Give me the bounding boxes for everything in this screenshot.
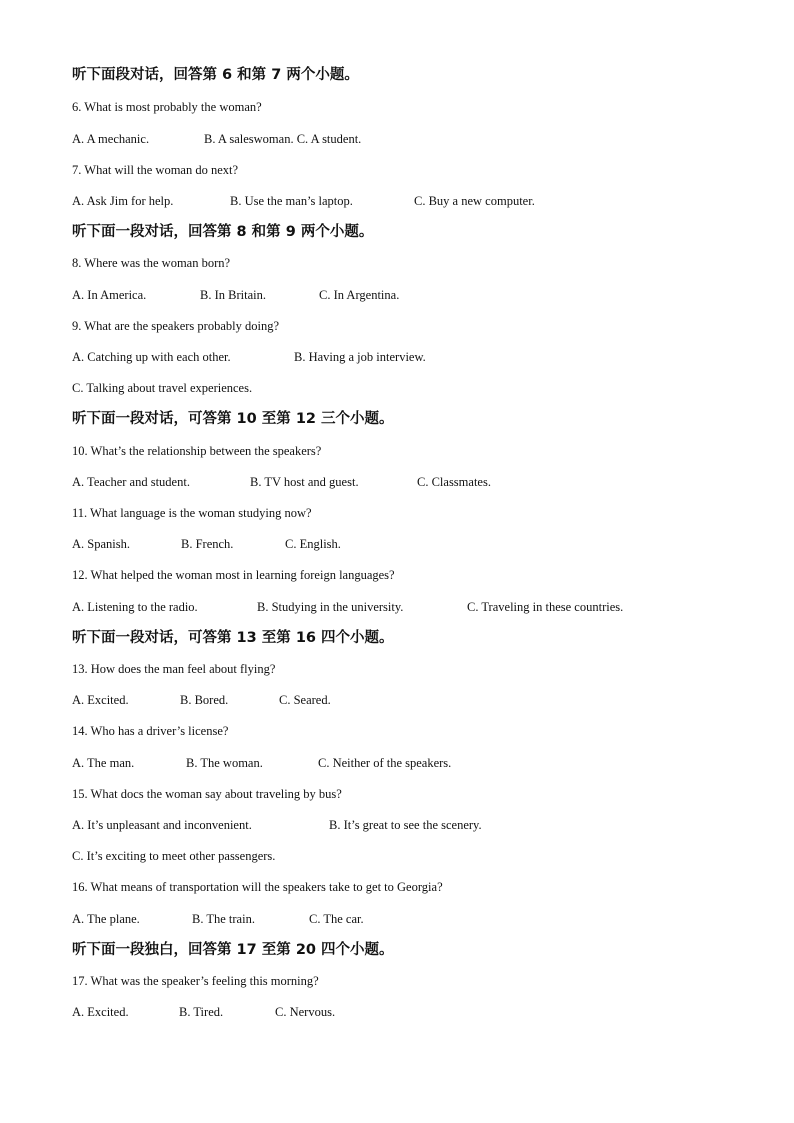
question-16: 16. What means of transportation will the speakers take to get to Georgia? [72, 880, 443, 894]
option-7a: A. Ask Jim for help. [72, 194, 174, 208]
option-14b: B. The woman. [186, 756, 263, 770]
option-17b: B. Tired. [179, 1005, 224, 1019]
option-8a: A. In America. [72, 288, 147, 302]
option-16c: C. The car. [309, 912, 364, 926]
option-10c: C. Classmates. [417, 475, 491, 489]
option-12a: A. Listening to the radio. [72, 600, 198, 614]
question-10: 10. What’s the relationship between the speakers? [72, 444, 322, 458]
question-7: 7. What will the woman do next? [72, 163, 239, 177]
option-15b: B. It’s great to see the scenery. [329, 818, 482, 832]
option-17c: C. Nervous. [275, 1005, 336, 1019]
question-11: 11. What language is the woman studying now? [72, 506, 312, 520]
option-9b: B. Having a job interview. [294, 350, 426, 364]
option-16a: A. The plane. [72, 912, 140, 926]
option-14c: C. Neither of the speakers. [318, 756, 452, 770]
option-10b: B. TV host and guest. [250, 475, 359, 489]
question-13: 13. How does the man feel about flying? [72, 662, 276, 676]
option-15c: C. It’s exciting to meet other passengers. [72, 849, 276, 863]
section-heading-6-7: 听下面段对话，回答第 6 和第 7 两个小题。 [72, 67, 359, 83]
question-9: 9. What are the speakers probably doing? [72, 319, 279, 333]
option-9c: C. Talking about travel experiences. [72, 381, 253, 395]
section-heading-13-16: 听下面一段对话，可答第 13 至第 16 四个小题。 [72, 630, 394, 646]
question-14: 14. Who has a driver’s license? [72, 724, 229, 738]
option-13b: B. Bored. [180, 693, 229, 707]
section-heading-17-20: 听下面一段独白，回答第 17 至第 20 四个小题。 [72, 942, 394, 958]
option-17a: A. Excited. [72, 1005, 129, 1019]
question-12: 12. What helped the woman most in learning foreign languages? [72, 568, 395, 582]
option-11c: C. English. [285, 537, 341, 551]
option-13c: C. Seared. [279, 693, 331, 707]
option-15a: A. It’s unpleasant and inconvenient. [72, 818, 252, 832]
option-11a: A. Spanish. [72, 537, 130, 551]
option-8c: C. In Argentina. [319, 288, 400, 302]
question-17: 17. What was the speaker’s feeling this morning? [72, 974, 319, 988]
option-12c: C. Traveling in these countries. [467, 600, 624, 614]
section-heading-8-9: 听下面一段对话，回答第 8 和第 9 两个小题。 [72, 224, 374, 240]
option-14a: A. The man. [72, 756, 135, 770]
option-8b: B. In Britain. [200, 288, 266, 302]
option-13a: A. Excited. [72, 693, 129, 707]
option-6a: A. A mechanic. [72, 132, 150, 146]
option-11b: B. French. [181, 537, 234, 551]
option-9a: A. Catching up with each other. [72, 350, 231, 364]
option-10a: A. Teacher and student. [72, 475, 190, 489]
option-7b: B. Use the man’s laptop. [230, 194, 353, 208]
option-16b: B. The train. [192, 912, 255, 926]
option-6b: B. A saleswoman. C. A student. [204, 132, 362, 146]
question-6: 6. What is most probably the woman? [72, 100, 262, 114]
question-15: 15. What docs the woman say about traveling by bus? [72, 787, 342, 801]
section-heading-10-12: 听下面一段对话，可答第 10 至第 12 三个小题。 [72, 411, 394, 427]
option-7c: C. Buy a new computer. [414, 194, 535, 208]
option-12b: B. Studying in the university. [257, 600, 404, 614]
question-8: 8. Where was the woman born? [72, 256, 231, 270]
